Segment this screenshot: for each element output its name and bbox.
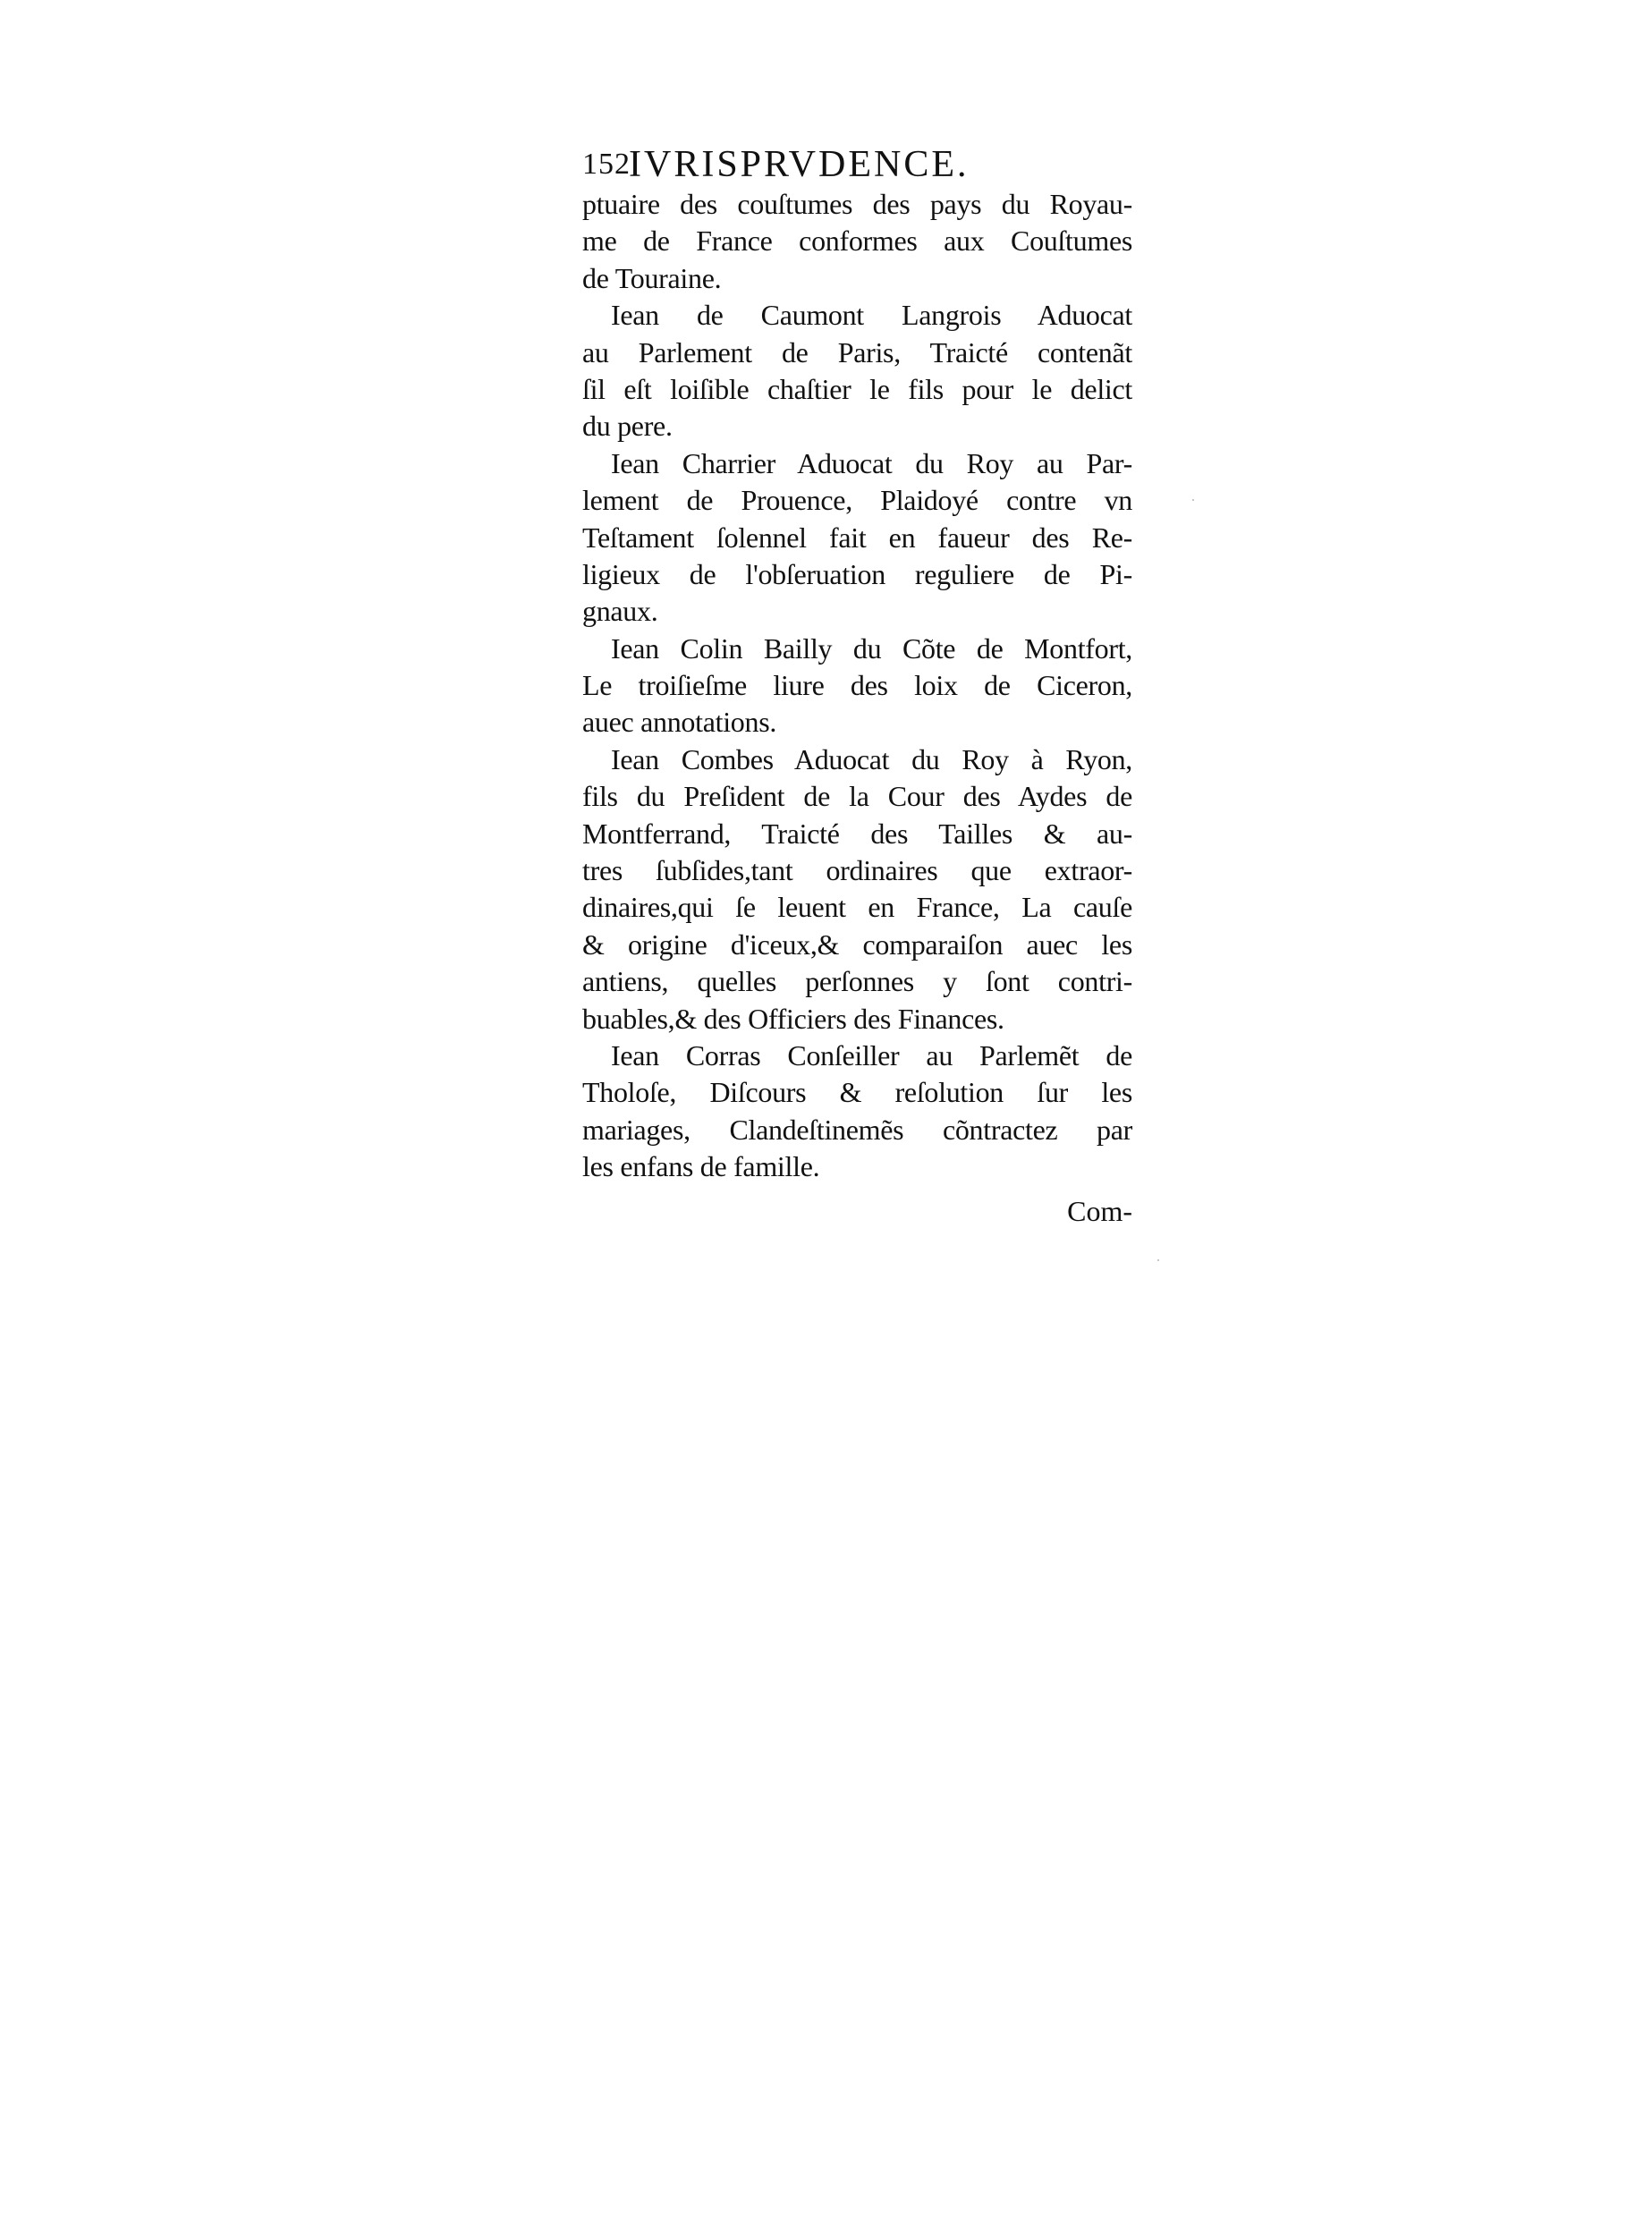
text-line: & origine d'iceux,& comparaiſon auec les <box>582 927 1132 961</box>
running-title: IVRISPRVDENCE. <box>629 144 970 185</box>
text-line: ptuaire des couſtumes des pays du Royau- <box>582 188 1132 220</box>
entry-first-line: Iean Corras Conſeiller au Parlemẽt de <box>611 1038 1132 1071</box>
text-line: les enfans de famille. <box>582 1150 820 1183</box>
paper-speck <box>1157 1259 1159 1261</box>
text-line: tres ſubſides,tant ordinaires que extraor- <box>582 854 1132 887</box>
text-line: buables,& des Officiers des Finances. <box>582 1002 1004 1035</box>
text-line: fils du Preſident de la Cour des Aydes de <box>582 780 1132 813</box>
entry-first-line: Iean Charrier Aduocat du Roy au Par- <box>611 446 1132 479</box>
text-line: du pere. <box>582 410 673 443</box>
page-header <box>582 145 1132 186</box>
text-line: Le troiſieſme liure des loix de Ciceron, <box>582 669 1132 702</box>
text-line: Teſtament ſolennel fait en faueur des Re- <box>582 521 1132 554</box>
entry-first-line: Iean de Caumont Langrois Aduocat <box>611 299 1132 332</box>
text-line: mariages, Clandeſtinemẽs cõntractez par <box>582 1113 1132 1146</box>
entry-first-line: Iean Combes Aduocat du Roy à Ryon, <box>611 742 1132 775</box>
text-line: me de France conformes aux Couſtumes <box>582 224 1132 258</box>
text-line: dinaires,qui ſe leuent en France, La cauſe <box>582 891 1132 924</box>
text-line: ſil eſt loiſible chaſtier le fils pour le delict <box>582 372 1132 405</box>
paper-speck <box>1192 499 1194 501</box>
page-number: 152 <box>582 148 631 181</box>
entry-first-line: Iean Colin Bailly du Cõte de Montfort, <box>611 631 1132 665</box>
text-line: antiens, quelles perſonnes y ſont contri- <box>582 965 1132 998</box>
text-line: gnaux. <box>582 595 658 628</box>
text-line: lement de Prouence, Plaidoyé contre vn <box>582 484 1132 517</box>
text-line: de Touraine. <box>582 261 722 294</box>
text-line: Tholoſe, Diſcours & reſolution ſur les <box>582 1076 1132 1109</box>
text-line: ligieux de l'obſeruation reguliere de Pi- <box>582 557 1132 590</box>
text-line: auec annotations. <box>582 706 777 739</box>
text-block <box>582 145 1132 1230</box>
text-line: au Parlement de Paris, Traicté contenãt <box>582 335 1132 368</box>
text-line: Montferrand, Traicté des Tailles & au- <box>582 817 1132 850</box>
catchword: Com- <box>1067 1194 1132 1227</box>
